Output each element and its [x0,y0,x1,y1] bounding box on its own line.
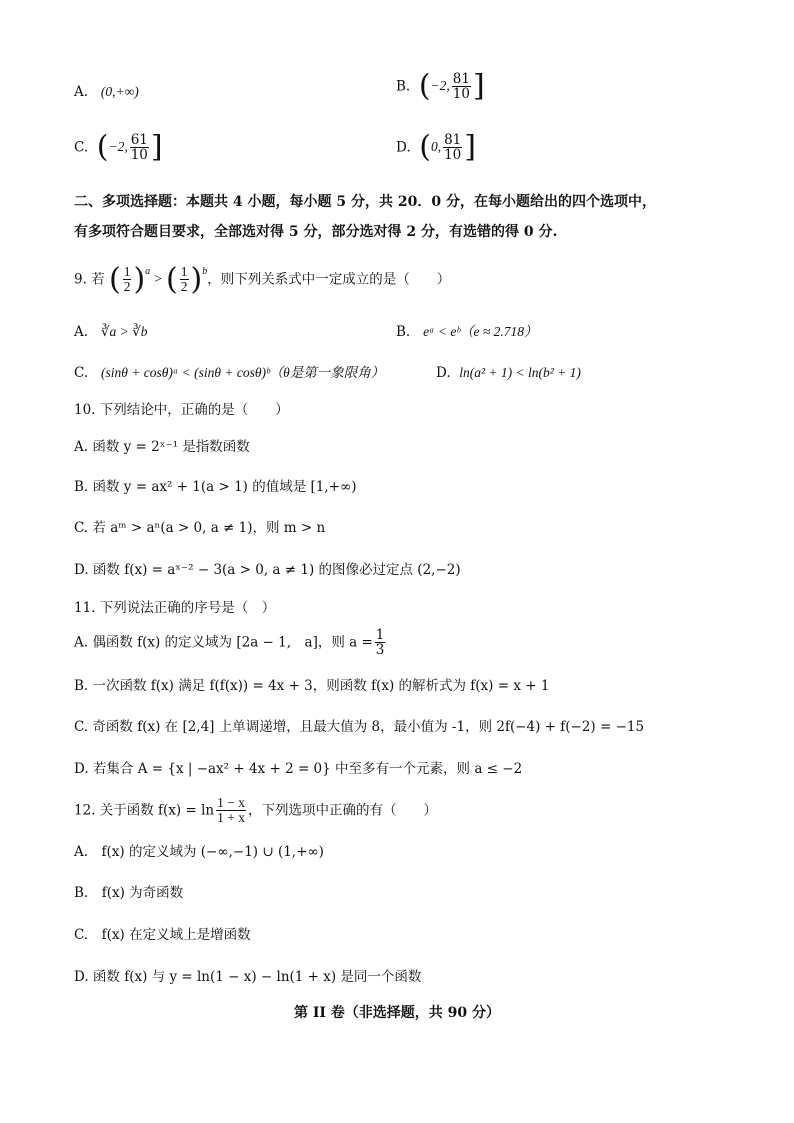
q10-option-d: D. 函数 f(x) = aˣ⁻² − 3(a > 0, a ≠ 1) 的图像必过定点 (2,−2) [74,562,461,578]
section2-heading-line1: 二、多项选择题：本题共 4 小题，每小题 5 分，共 20．0 分，在每小题给出的四个选项中， [74,194,656,210]
q8-option-b: B. (−2, $\frac{81}{10}$ ] [396,68,485,104]
q10-option-b: B. 函数 y = ax² + 1(a > 1) 的值域是 [1,+∞) [74,479,357,495]
q8-option-a: A. (0,+∞) [74,84,139,100]
q10-option-c: C. 若 aᵐ > aⁿ(a > 0, a ≠ 1)，则 m > n [74,520,326,536]
q12-option-c: C. f(x) 在定义域上是增函数 [74,927,251,943]
q10-stem: 10. 下列结论中，正确的是（ ） [74,402,289,418]
q11-option-a: A. 偶函数 f(x) 的定义域为 [2a − 1, a]，则 a = $\frac{1}{3}$ [74,627,385,658]
q12-option-a: A. f(x) 的定义域为 (−∞,−1) ∪ (1,+∞) [74,844,324,860]
q9-option-c: C. (sinθ + cosθ)ᵃ < (sinθ + cosθ)ᵇ（θ是第一象限角） [74,365,385,381]
q12-option-d: D. 函数 f(x) 与 y = ln(1 − x) − ln(1 + x) 是同一个函数 [74,969,422,985]
q9-option-d: D. ln(a² + 1) < ln(b² + 1) [436,365,581,381]
q11-option-c: C. 奇函数 f(x) 在 [2,4] 上单调递增，且最大值为 8，最小值为 -1，则 2f(−4) + f(−2) = −15 [74,719,645,735]
part2-heading: 第 II 卷（非选择题，共 90 分） [293,1005,501,1021]
q9-option-a: A. ∛a > ∛b [74,324,148,340]
q8-option-d: D. (0, $\frac{81}{10}$ ] [396,129,476,165]
q8-option-c: C. (−2, $\frac{61}{10}$ ] [74,129,163,165]
q10-option-a: A. 函数 y = 2ˣ⁻¹ 是指数函数 [74,439,250,455]
q12-stem: 12. 关于函数 f(x) = ln $\frac{1 - x}{1 + x}$ ，下列选项中正确的有（ ） [74,795,437,825]
section2-heading-line2: 有多项符合题目要求，全部选对得 5 分，部分选对得 2 分，有选错的得 0 分. [74,224,558,240]
q9-option-b: B. eᵃ < eᵇ（e ≈ 2.718） [396,324,538,340]
q11-stem: 11. 下列说法正确的序号是（ ） [74,600,276,616]
q12-option-b: B. f(x) 为奇函数 [74,885,184,901]
q11-option-b: B. 一次函数 f(x) 满足 f(f(x)) = 4x + 3，则函数 f(x) 的解析式为 f(x) = x + 1 [74,678,550,694]
q9-stem: 9. 若 ( $\frac{1}{2}$ )$^a$ > ( $\frac{1}{2}$ )$^b$，则下列关系式中一定成立的是（ ） [74,261,451,297]
q11-option-d: D. 若集合 A = {x | −ax² + 4x + 2 = 0} 中至多有一个元素，则 a ≤ −2 [74,761,523,777]
